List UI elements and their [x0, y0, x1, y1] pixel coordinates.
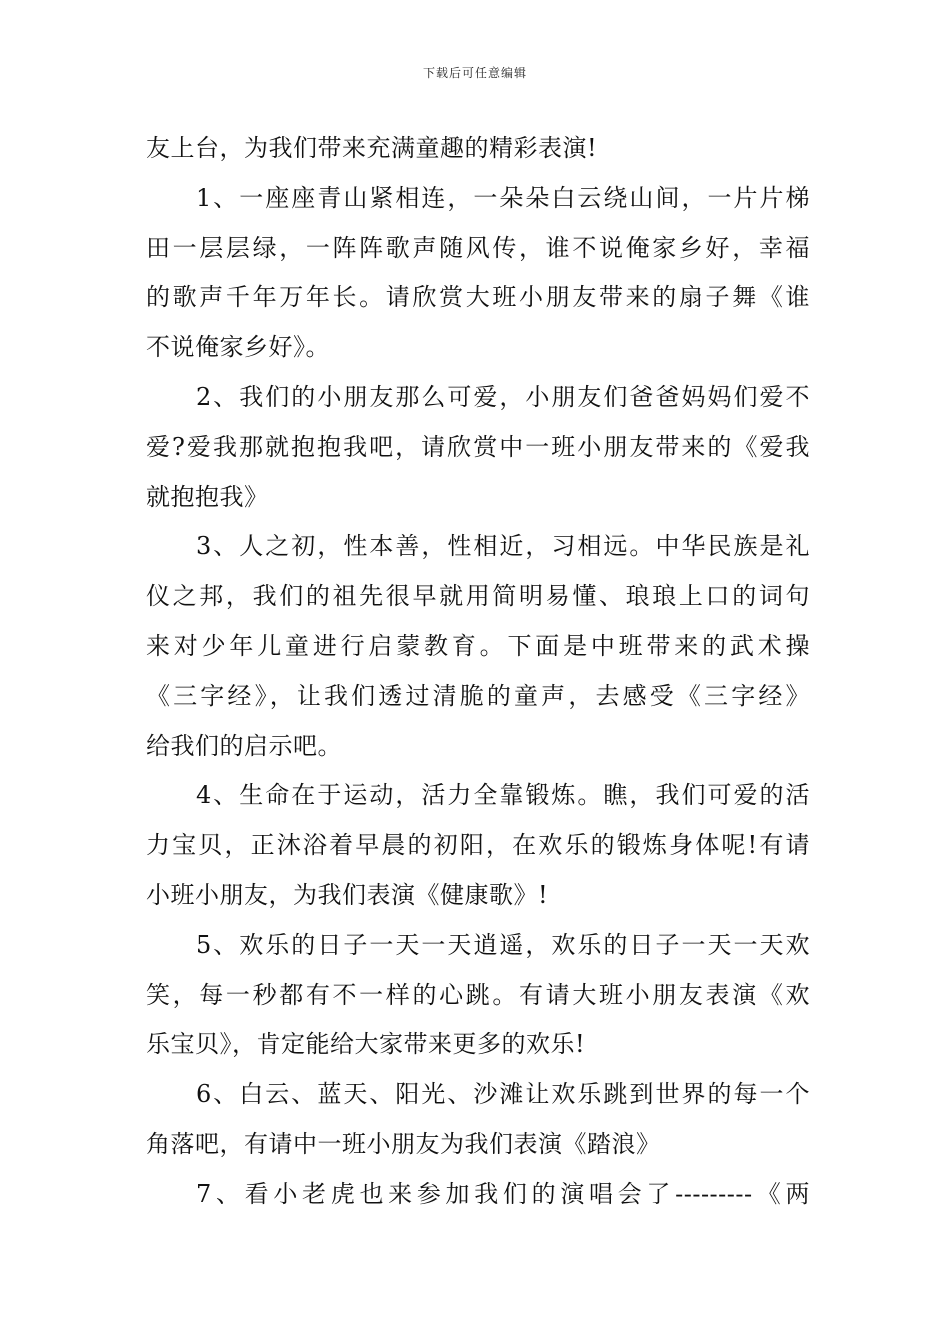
text-line: 5、欢乐的日子一天一天逍遥，欢乐的日子一天一天欢	[196, 930, 810, 959]
text-line: 给我们的启示吧。	[146, 731, 342, 760]
text-line: 4、生命在于运动，活力全靠锻炼。瞧，我们可爱的活	[196, 781, 810, 810]
text-line: 乐宝贝》，肯定能给大家带来更多的欢乐!	[146, 1030, 586, 1059]
page-header-note: 下载后可任意编辑	[422, 66, 527, 80]
text-line: 《三字经》，让我们透过清脆的童声，去感受《三字经》	[146, 681, 810, 710]
document-body	[146, 124, 810, 1220]
text-line: 2、我们的小朋友那么可爱，小朋友们爸爸妈妈们爱不	[196, 382, 810, 411]
text-line: 仪之邦，我们的祖先很早就用简明易懂、琅琅上口的词句	[146, 582, 810, 611]
text-line: 田一层层绿，一阵阵歌声随风传，谁不说俺家乡好，幸福	[146, 233, 810, 262]
text-line: 小班小朋友，为我们表演《健康歌》!	[146, 880, 549, 909]
text-line: 6、白云、蓝天、阳光、沙滩让欢乐跳到世界的每一个	[196, 1080, 810, 1109]
text-line: 角落吧，有请中一班小朋友为我们表演《踏浪》	[146, 1129, 661, 1158]
text-line: 不说俺家乡好》。	[146, 333, 330, 362]
text-line: 就抱抱我》	[146, 482, 269, 511]
text-line: 爱?爱我那就抱抱我吧，请欣赏中一班小朋友带来的《爱我	[146, 432, 810, 461]
text-line: 来对少年儿童进行启蒙教育。下面是中班带来的武术操	[146, 631, 810, 660]
text-line: 的歌声千年万年长。请欣赏大班小朋友带来的扇子舞《谁	[146, 283, 810, 312]
text-line: 力宝贝，正沐浴着早晨的初阳，在欢乐的锻炼身体呢!有请	[146, 831, 810, 860]
text-line: 7、看小老虎也来参加我们的演唱会了---------《两	[196, 1179, 810, 1208]
text-line: 1、一座座青山紧相连，一朵朵白云绕山间，一片片梯	[196, 183, 810, 212]
text-line: 笑，每一秒都有不一样的心跳。有请大班小朋友表演《欢	[146, 980, 810, 1009]
text-line: 3、人之初，性本善，性相近，习相远。中华民族是礼	[196, 532, 810, 561]
text-line: 友上台，为我们带来充满童趣的精彩表演!	[146, 134, 598, 162]
